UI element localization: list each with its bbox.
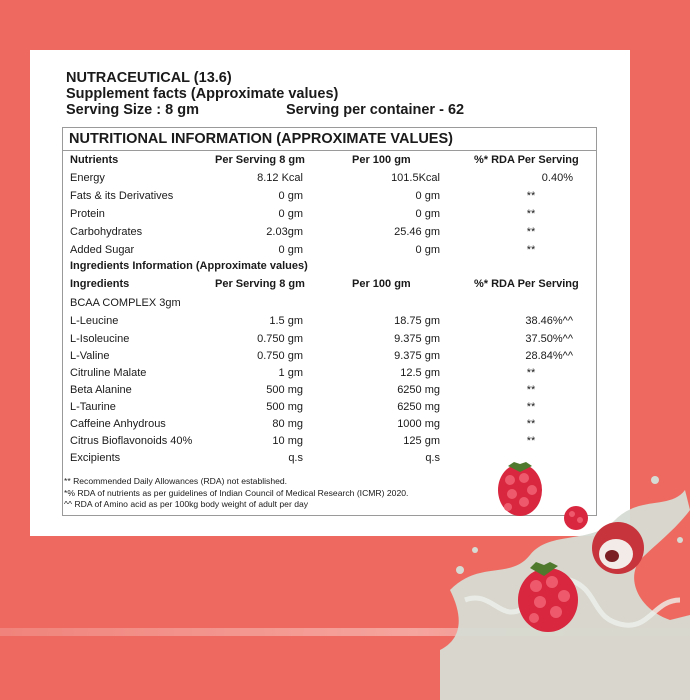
raspberry-icon	[498, 462, 542, 516]
table-row	[63, 399, 596, 416]
rda-value: **	[526, 435, 536, 447]
rda-value: **	[526, 226, 536, 238]
per-100g-value: 101.5Kcal	[391, 172, 440, 184]
rda-value: 28.84%^^	[525, 350, 573, 362]
rda-value: **	[526, 244, 536, 256]
header-cell: Nutrients	[70, 154, 119, 166]
footnote: ** Recommended Daily Allowances (RDA) not established.	[64, 476, 288, 486]
ingredients-subtitle: Ingredients Information (Approximate values)	[70, 260, 308, 272]
per-serving-value: 1 gm	[278, 367, 303, 379]
table-row	[63, 416, 596, 433]
nutrient-name: Fats & its Derivatives	[70, 190, 174, 202]
rda-value: 0.40%	[541, 172, 573, 184]
per-100g-value: q.s	[425, 452, 440, 464]
rda-value: **	[526, 418, 536, 430]
footnotes	[64, 476, 484, 511]
per-serving-value: 1.5 gm	[269, 315, 303, 327]
table-row	[63, 365, 596, 382]
per-100g-value: 1000 mg	[397, 418, 440, 430]
nutrient-name: Carbohydrates	[70, 226, 143, 238]
rda-value: **	[526, 367, 536, 379]
nutrient-name: Protein	[70, 208, 105, 220]
header-cell: %* RDA Per Serving	[474, 154, 579, 166]
rda-value: **	[526, 384, 536, 396]
rda-value: **	[526, 401, 536, 413]
table-row	[63, 348, 596, 365]
table-row	[63, 170, 596, 187]
ingredients-header-row	[63, 276, 596, 293]
per-100g-value: 0 gm	[415, 244, 440, 256]
per-serving-value: 0.750 gm	[257, 333, 303, 345]
nutrient-name: Energy	[70, 172, 105, 184]
fruit-splash-decoration	[440, 450, 690, 700]
nutrients-header-row	[63, 152, 596, 169]
bcaa-row	[63, 295, 596, 312]
rda-value: **	[526, 208, 536, 220]
table-row	[63, 242, 596, 259]
per-serving-value: 500 mg	[266, 384, 303, 396]
table-row	[63, 206, 596, 223]
rda-value: 37.50%^^	[525, 333, 573, 345]
bcaa-label: BCAA COMPLEX 3gm	[70, 297, 181, 309]
header-cell: Per 100 gm	[352, 154, 411, 166]
per-serving-value: 8.12 Kcal	[257, 172, 303, 184]
per-serving-value: q.s	[288, 452, 303, 464]
table-row	[63, 313, 596, 330]
table-row	[63, 382, 596, 399]
table-title: NUTRITIONAL INFORMATION (APPROXIMATE VALUES)	[63, 128, 596, 151]
per-100g-value: 6250 mg	[397, 384, 440, 396]
ingredient-name: L-Taurine	[70, 401, 116, 413]
per-100g-value: 9.375 gm	[394, 333, 440, 345]
product-name: NUTRACEUTICAL (13.6)	[66, 70, 232, 86]
footnote: ^^ RDA of Amino acid as per 100kg body weight of adult per day	[64, 499, 309, 509]
serving-info	[66, 102, 606, 118]
ingredient-name: L-Isoleucine	[70, 333, 130, 345]
per-serving-value: 10 mg	[272, 435, 303, 447]
serving-size: Serving Size : 8 gm	[66, 102, 199, 118]
nutrient-name: Added Sugar	[70, 244, 135, 256]
ingredient-name: Caffeine Anhydrous	[70, 418, 166, 430]
rda-value: 38.46%^^	[525, 315, 573, 327]
raspberry-icon	[564, 506, 588, 530]
per-100g-value: 18.75 gm	[394, 315, 440, 327]
ingredient-name: Citrus Bioflavonoids 40%	[70, 435, 193, 447]
rda-value: **	[526, 190, 536, 202]
lychee-icon	[592, 522, 644, 574]
supplement-facts-subtitle: Supplement facts (Approximate values)	[66, 86, 339, 102]
table-row	[63, 188, 596, 205]
per-serving-value: 0.750 gm	[257, 350, 303, 362]
table-row	[63, 433, 596, 450]
header-cell: Per 100 gm	[352, 278, 411, 290]
footnote: *% RDA of nutrients as per guidelines of Indian Council of Medical Research (ICMR) 2020.	[64, 487, 409, 498]
per-100g-value: 125 gm	[403, 435, 440, 447]
per-serving-value: 0 gm	[278, 244, 303, 256]
per-100g-value: 25.46 gm	[394, 226, 440, 238]
header-cell: Per Serving 8 gm	[215, 154, 305, 166]
per-100g-value: 0 gm	[415, 208, 440, 220]
ingredients-subtitle-row	[63, 258, 596, 275]
ingredient-name: Excipients	[70, 452, 121, 464]
ingredient-name: L-Valine	[70, 350, 110, 362]
per-100g-value: 6250 mg	[397, 401, 440, 413]
servings-per-container: Serving per container - 62	[286, 102, 465, 118]
ingredient-name: Citruline Malate	[70, 367, 147, 379]
per-serving-value: 2.03gm	[266, 226, 303, 238]
header-cell: Ingredients	[70, 278, 130, 290]
table-row	[63, 224, 596, 241]
header-cell: %* RDA Per Serving	[474, 278, 579, 290]
per-100g-value: 12.5 gm	[400, 367, 440, 379]
ingredient-name: L-Leucine	[70, 315, 119, 327]
per-serving-value: 0 gm	[278, 208, 303, 220]
header-cell: Per Serving 8 gm	[215, 278, 305, 290]
ingredient-name: Beta Alanine	[70, 384, 132, 396]
label-header	[66, 70, 606, 118]
per-100g-value: 0 gm	[415, 190, 440, 202]
per-serving-value: 0 gm	[278, 190, 303, 202]
per-serving-value: 500 mg	[266, 401, 303, 413]
per-100g-value: 9.375 gm	[394, 350, 440, 362]
table-row	[63, 331, 596, 348]
per-serving-value: 80 mg	[272, 418, 303, 430]
